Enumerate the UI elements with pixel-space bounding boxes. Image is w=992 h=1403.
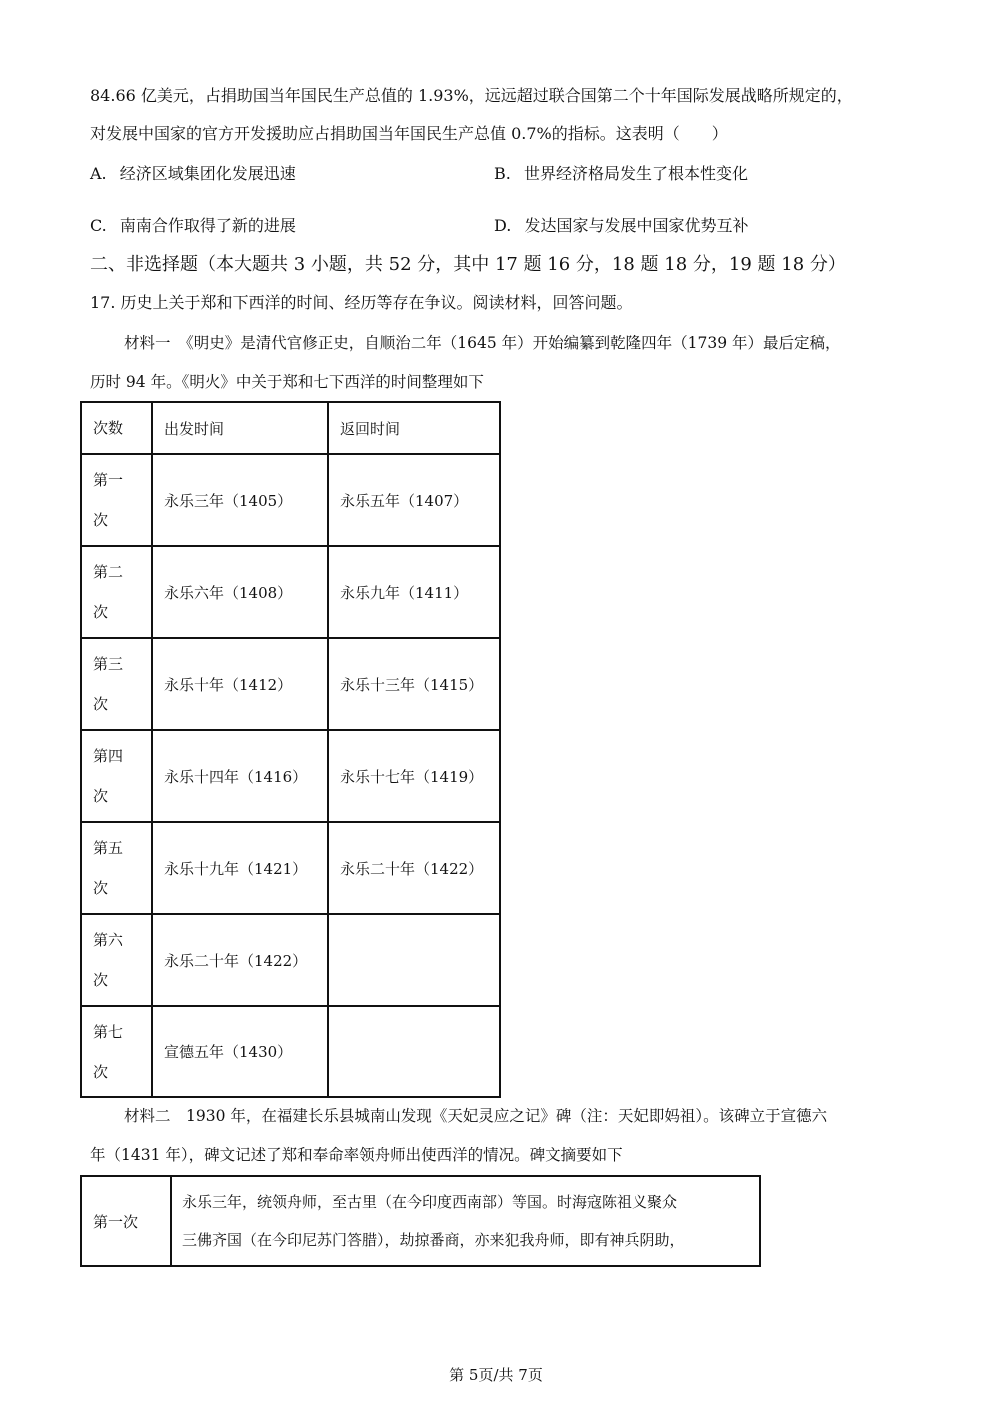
return-time: 永乐九年（1411）	[328, 546, 500, 638]
option-c	[90, 216, 296, 236]
depart-time: 永乐二十年（1422）	[152, 914, 328, 1006]
depart-time: 永乐十九年（1421）	[152, 822, 328, 914]
return-time: 永乐五年（1407）	[328, 454, 500, 546]
option-letter: A.	[90, 164, 107, 183]
option-letter: B.	[494, 164, 511, 183]
table-row	[81, 914, 500, 1006]
option-b	[494, 164, 748, 184]
option-a	[90, 164, 296, 184]
depart-time: 宣德五年（1430）	[152, 1006, 328, 1097]
voyage-number: 第六 次	[81, 914, 152, 1006]
material-2-line-2: 年（1431 年），碑文记述了郑和奉命率领舟师出使西洋的情况。碑文摘要如下	[90, 1146, 623, 1164]
header-return: 返回时间	[328, 402, 500, 454]
depart-time: 永乐六年（1408）	[152, 546, 328, 638]
table-header-row	[81, 402, 500, 454]
header-count: 次数	[81, 402, 152, 454]
voyage-number: 第四 次	[81, 730, 152, 822]
return-time	[328, 1006, 500, 1097]
option-text: 世界经济格局发生了根本性变化	[523, 164, 748, 183]
option-text: 发达国家与发展中国家优势互补	[524, 216, 749, 235]
header-depart: 出发时间	[152, 402, 328, 454]
voyage-number: 第三 次	[81, 638, 152, 730]
material-1-line-2: 历时 94 年。《明火》中关于郑和七下西洋的时间整理如下	[90, 373, 484, 391]
option-d	[494, 216, 748, 236]
material-1-line-1: 材料一 《明史》是清代官修正史，自顺治二年（1645 年）开始编纂到乾隆四年（1739 年）最后定稿，	[124, 334, 841, 352]
option-text: 南南合作取得了新的进展	[119, 216, 296, 235]
table-row	[81, 1176, 760, 1266]
return-time	[328, 914, 500, 1006]
voyage-number: 第五 次	[81, 822, 152, 914]
question-17: 17. 历史上关于郑和下西洋的时间、经历等存在争议。阅读材料，回答问题。	[90, 293, 633, 312]
option-text: 经济区域集团化发展迅速	[119, 164, 296, 183]
stele-table	[80, 1175, 761, 1267]
table-row	[81, 730, 500, 822]
paragraph-line-2: 对发展中国家的官方开发援助应占捐助国当年国民生产总值 0.7%的指标。这表明（ ）	[90, 124, 728, 143]
option-letter: D.	[494, 216, 512, 235]
stele-label: 第一次	[81, 1176, 171, 1266]
table-row	[81, 822, 500, 914]
depart-time: 永乐十年（1412）	[152, 638, 328, 730]
table-row	[81, 638, 500, 730]
paragraph-line-1: 84.66 亿美元，占捐助国当年国民生产总值的 1.93%，远远超过联合国第二个十年国际发展战略所规定的，	[90, 86, 853, 105]
stele-text: 永乐三年，统领舟师，至古里（在今印度西南部）等国。时海寇陈祖义聚众 三佛齐国（在今印尼苏门答腊），劫掠番商，亦来犯我舟师，即有神兵阴助，	[171, 1176, 760, 1266]
depart-time: 永乐十四年（1416）	[152, 730, 328, 822]
return-time: 永乐二十年（1422）	[328, 822, 500, 914]
option-letter: C.	[90, 216, 107, 235]
table-row	[81, 546, 500, 638]
return-time: 永乐十七年（1419）	[328, 730, 500, 822]
table-row	[81, 1006, 500, 1097]
table-row	[81, 454, 500, 546]
depart-time: 永乐三年（1405）	[152, 454, 328, 546]
material-2-line-1: 材料二 1930 年，在福建长乐县城南山发现《天妃灵应之记》碑（注：天妃即妈祖）。该碑立于宣德六	[124, 1107, 828, 1125]
section-heading: 二、非选择题（本大题共 3 小题，共 52 分，其中 17 题 16 分，18 题 18 分，19 题 18 分）	[90, 254, 846, 275]
voyage-number: 第七 次	[81, 1006, 152, 1097]
voyage-number: 第一 次	[81, 454, 152, 546]
voyage-table	[80, 401, 501, 1098]
voyage-number: 第二 次	[81, 546, 152, 638]
return-time: 永乐十三年（1415）	[328, 638, 500, 730]
page-footer: 第 5页/共 7页	[449, 1366, 543, 1384]
